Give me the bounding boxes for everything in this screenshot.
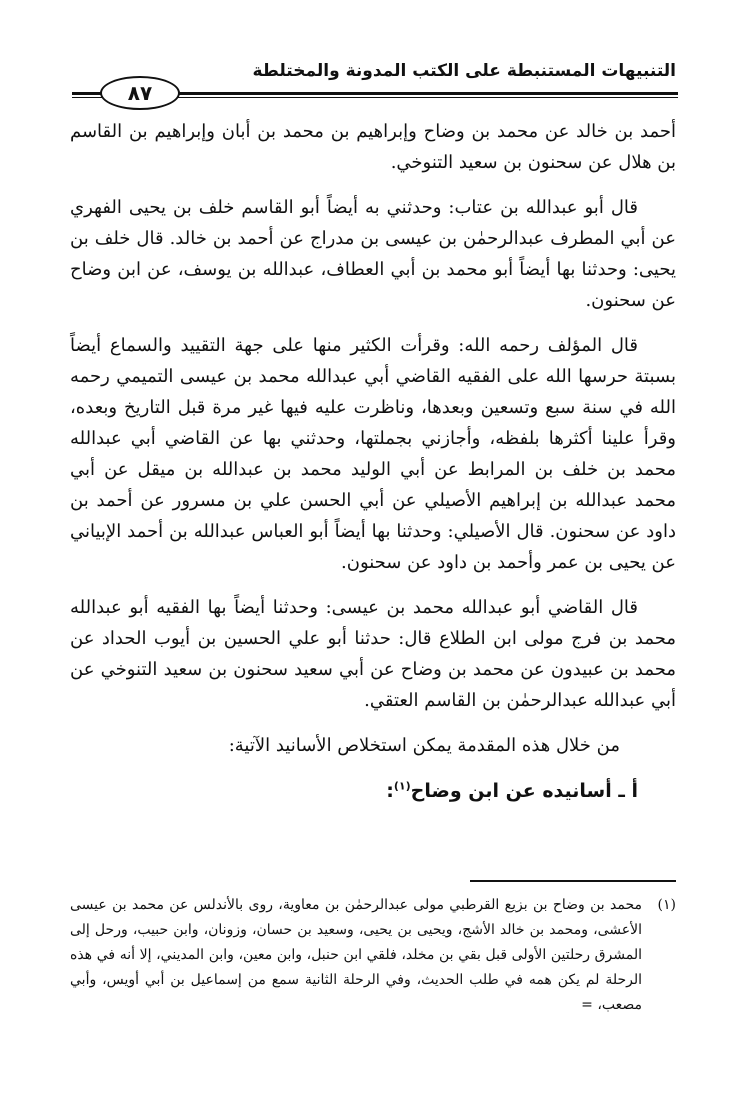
paragraph: قال القاضي أبو عبدالله محمد بن عيسى: وحدثنا أيضاً بها الفقيه أبو عبدالله محمد بن فرج مولى ابن الطلاع قال: حدثنا أبو علي الحسين بن أيوب الحداد عن محمد بن عبيدون عن محمد بن وضاح عن أبي سعيد سحنون بن سعيد التنوخي عن أبي عبدالله عبدالرحمٰن بن القاسم العتقي.	[70, 597, 676, 711]
paragraph: قال المؤلف رحمه الله: وقرأت الكثير منها على جهة التقييد والسماع أيضاً بسبتة حرسها الله على الفقيه القاضي أبي عبدالله محمد بن عيسى التميمي رحمه الله في سنة سبع وتسعين وبعدها، وناظرت عليه فيها غير مرة قبل التاريخ وبعده، وقرأ علينا أكثرها بلفظه، وأجازني بجملتها، وحدثني بها عن القاضي أبي عبدالله محمد بن خلف بن المرابط عن أبي الوليد محمد بن عبدالله بن ميقل عن أبي محمد عبدالله بن إبراهيم الأصيلي عن أبي الحسن علي بن مسرور عن أحمد بن داود عن سحنون. قال الأصيلي: وحدثنا بها أيضاً أبو العباس عبدالله بن أحمد الإبياني عن يحيى بن عمر وأحمد بن داود عن سحنون.	[70, 335, 676, 573]
paragraph: قال أبو عبدالله بن عتاب: وحدثني به أيضاً أبو القاسم خلف بن يحيى الفهري عن أبي المطرف عبدالرحمٰن بن عيسى بن مدراج عن أحمد بن خالد. قال خلف بن يحيى: وحدثنا بها أيضاً أبو محمد بن أبي العطاف، عبدالله بن يوسف، عن ابن وضاح عن سحنون.	[70, 197, 676, 311]
running-header-title: التنبيهات المستنبطة على الكتب المدونة والمختلطة	[252, 61, 676, 81]
footnote	[70, 893, 676, 1018]
section-heading	[70, 775, 676, 807]
footnote-text: محمد بن وضاح بن بزيع القرطبي مولى عبدالرحمٰن بن معاوية، روى بالأندلس عن محمد بن عيسى الأعشى، ومحمد بن خالد الأشج، ويحيى بن يحيى، وسعيد بن حسان، وزونان، وابن حبيب، ورحل إلى المشرق رحلتين الأولى قبل بقي بن مخلد، فلقي ابن حنبل، وابن معين، وابن المديني، إلا أنه في هذه الرحلة لم يكن همه في طلب الحديث، وفي الرحلة الثانية سمع من إسماعيل بن أبي أويس، وأبي مصعب، =	[70, 897, 642, 1013]
paragraph: أحمد بن خالد عن محمد بن وضاح وإبراهيم بن محمد بن أبان وإبراهيم بن القاسم بن هلال عن سحنون بن سعيد التنوخي.	[70, 121, 676, 173]
page-number-badge: ٨٧	[100, 76, 180, 110]
section-heading-text: أ ـ أسانيده عن ابن وضاح	[410, 780, 638, 802]
section-heading-colon: :	[386, 780, 394, 802]
footnote-reference[interactable]: (١)	[393, 779, 411, 793]
main-text	[70, 116, 676, 817]
paragraph: من خلال هذه المقدمة يمكن استخلاص الأسانيد الآتية:	[228, 735, 620, 756]
footnote-number: (١)	[657, 897, 676, 913]
footnote-rule	[470, 880, 676, 882]
